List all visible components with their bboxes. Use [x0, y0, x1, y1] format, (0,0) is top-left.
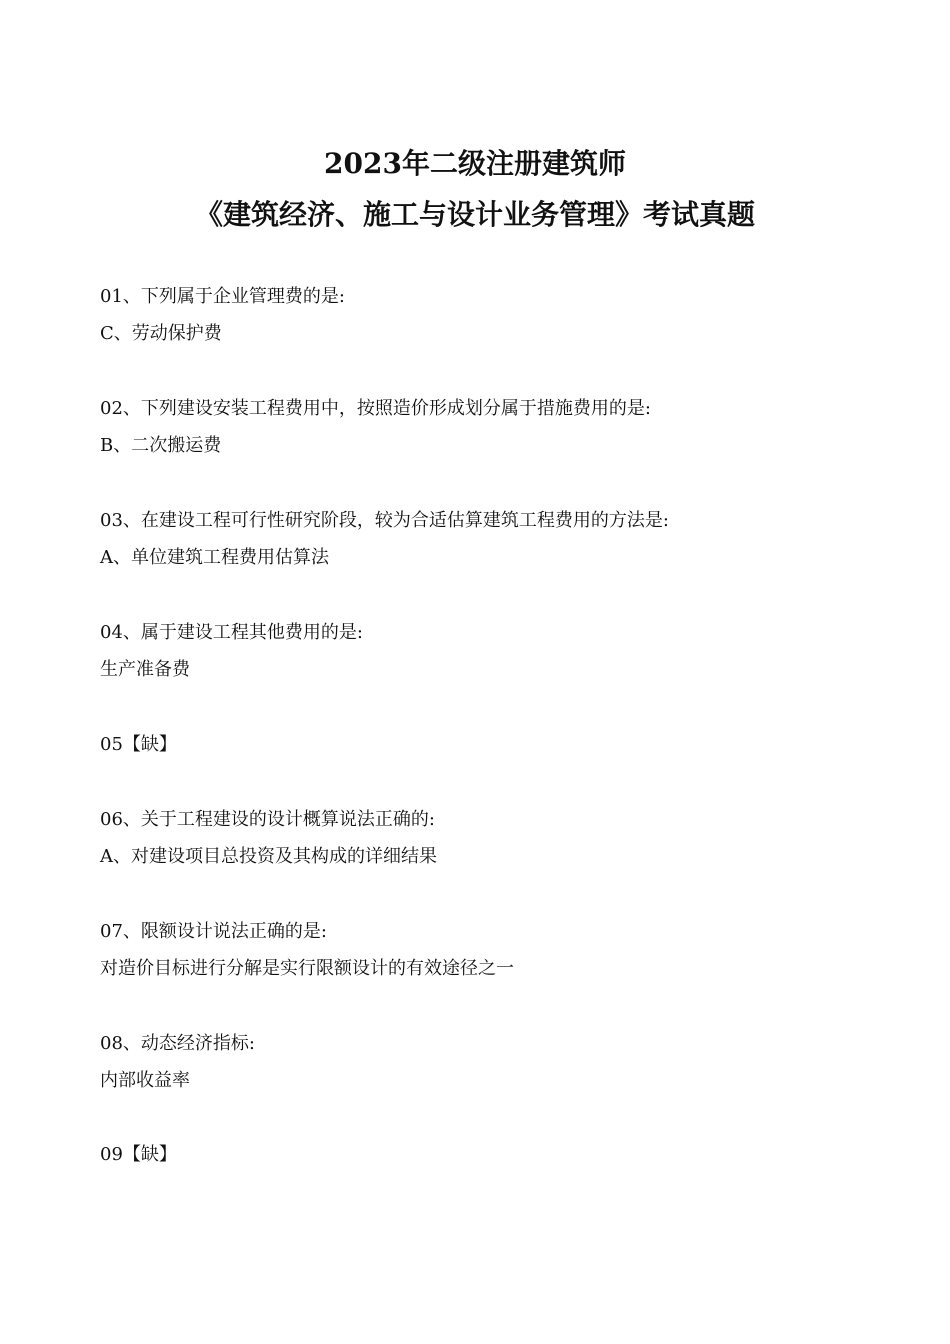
answer-06: A、对建设项目总投资及其构成的详细结果: [100, 846, 437, 867]
answer-01: C、劳动保护费: [100, 323, 222, 344]
answer-04: 生产准备费: [100, 659, 190, 680]
question-08: 08、动态经济指标:: [100, 1033, 255, 1054]
answer-08: 内部收益率: [100, 1070, 190, 1091]
question-05: 05【缺】: [100, 734, 177, 755]
answer-02: B、二次搬运费: [100, 435, 222, 456]
question-02: 02、下列建设安装工程费用中，按照造价形成划分属于措施费用的是:: [100, 398, 651, 419]
question-03: 03、在建设工程可行性研究阶段，较为合适估算建筑工程费用的方法是:: [100, 510, 669, 531]
answer-07: 对造价目标进行分解是实行限额设计的有效途径之一: [100, 958, 514, 979]
question-04: 04、属于建设工程其他费用的是:: [100, 622, 363, 643]
question-06: 06、关于工程建设的设计概算说法正确的:: [100, 809, 435, 830]
document-title-line-2: 《建筑经济、施工与设计业务管理》考试真题: [194, 198, 755, 231]
document-title-line-1: 2023年二级注册建筑师: [324, 147, 626, 180]
question-07: 07、限额设计说法正确的是:: [100, 921, 327, 942]
question-01: 01、下列属于企业管理费的是:: [100, 286, 345, 307]
answer-03: A、单位建筑工程费用估算法: [100, 547, 329, 568]
question-09: 09【缺】: [100, 1144, 177, 1165]
